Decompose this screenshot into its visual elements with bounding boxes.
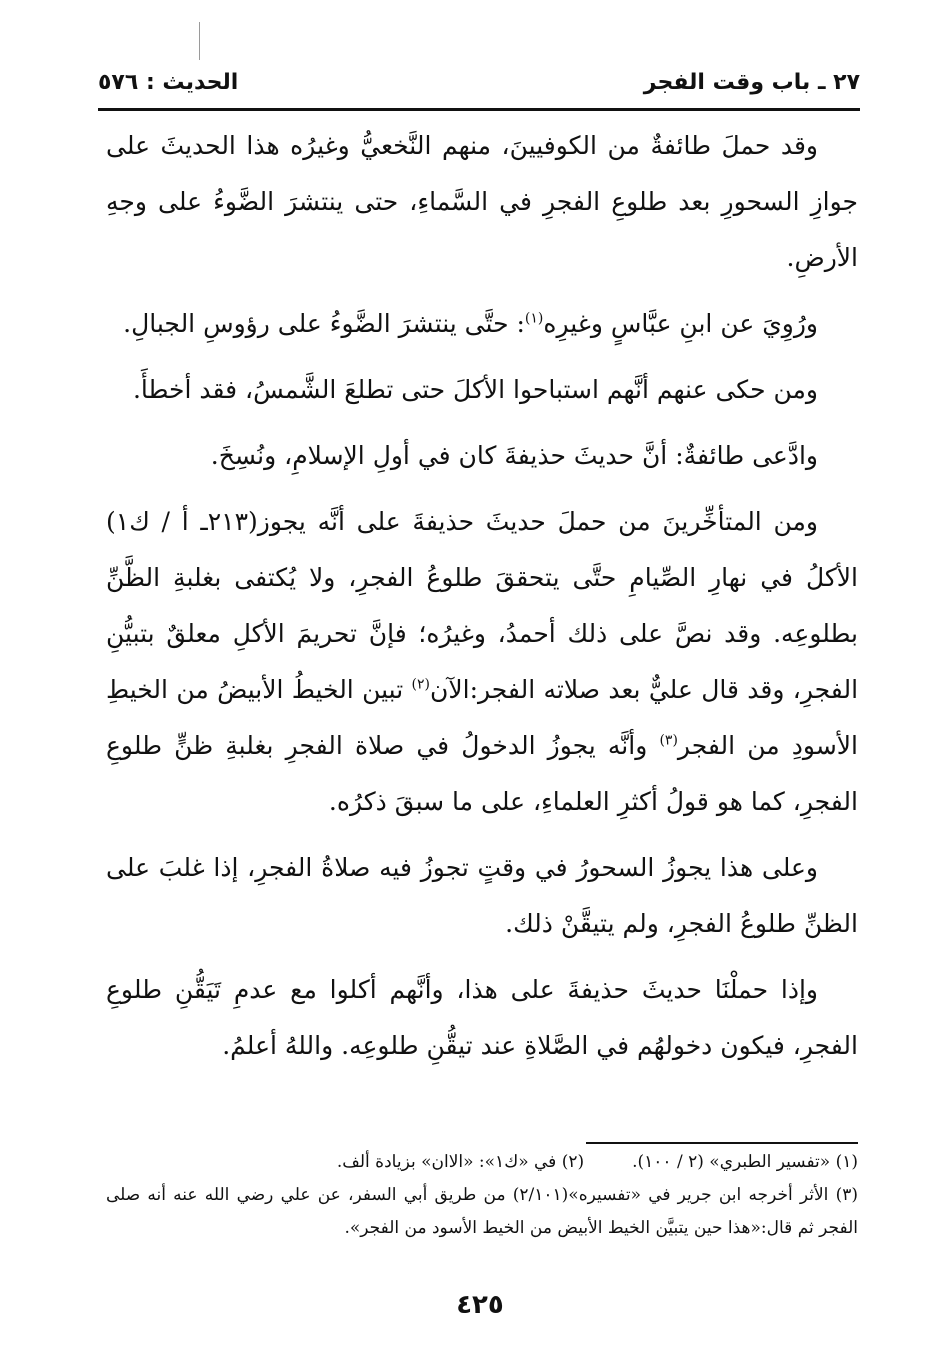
footnote-3: (٣) الأثر أخرجه ابن جرير في «تفسيره»(٢/١٠١) من طريق أبي السفر، عن علي رضي الله عنه أنه صلى الفجر ثم قال:«هذا حين يتبيَّن الخيط الأبيض من الخيط الأسود من الفجر».	[106, 1185, 858, 1238]
paragraph-2	[106, 296, 858, 352]
paragraph-3: ومن حكى عنهم أنَّهم استباحوا الأكلَ حتى تطلعَ الشَّمسُ، فقد أخطأَ.	[132, 375, 818, 404]
chapter-title: ٢٧ ـ باب وقت الفجر	[643, 70, 860, 95]
page-number: ٤٢٥	[456, 1290, 504, 1320]
scan-artifact-line	[199, 22, 200, 60]
paragraph-6: وعلى هذا يجوزُ السحورُ في وقتٍ تجوزُ فيه صلاةُ الفجرِ، إذا غلبَ على الظنِّ طلوعُ الفجرِ، ولم يتيقَّنْ ذلك.	[106, 853, 858, 938]
running-header	[98, 64, 860, 108]
paragraph-5-text-c: وأنَّه يجوزُ الدخولُ في صلاة الفجرِ بغلبةِ ظنٍّ طلوعِ الفجرِ، كما هو قولُ أكثرِ العلماءِ، على ما سبقَ ذكرُه.	[106, 731, 858, 816]
paragraph-2-text-b: : حتَّى ينتشرَ الضَّوءُ على رؤوسِ الجبالِ.	[123, 309, 525, 338]
main-text-body	[106, 118, 858, 1084]
footnote-ref-2: (٢)	[411, 676, 431, 693]
paragraph-5	[106, 494, 858, 830]
footnote-1: (١) «تفسير الطبري» (٢ / ١٠٠).	[632, 1152, 858, 1172]
footnote-2: (٢) في «ك١»: «الاان» بزيادة ألف.	[336, 1152, 585, 1172]
paragraph-5-text-a: ومن المتأخِّرينَ من حملَ حديثَ حذيفةَ على أنَّه يجوز(٢١٣ـ أ / ك١) الأكلُ في نهارِ الصِّيامِ حتَّى يتحققَ طلوعُ الفجرِ، ولا يُكتفى بغلبةِ الظَّنِّ بطلوعِه. وقد نصَّ على ذلك أحمدُ، وغيرُه؛ فإنَّ تحريمَ الأكلِ معلقٌ بتبيُّنِ الفجرِ، وقد قال عليٌّ بعد صلاته الفجر:الآن	[106, 507, 859, 704]
footnote-divider	[586, 1142, 858, 1144]
footnote-ref-3: (٣)	[659, 732, 678, 749]
paragraph-7: وإذا حملْنَا حديثَ حذيفةَ على هذا، وأنَّهم أكلوا مع عدمِ تَيَقُّنِ طلوعِ الفجرِ، فيكون دخولهُم في الصَّلاةِ عند تيقُّنِ طلوعِه. واللهُ أعلمُ.	[106, 975, 858, 1060]
footnote-row	[106, 1146, 858, 1179]
footnote-ref-1: (١)	[524, 310, 544, 327]
hadith-number: الحديث : ٥٧٦	[98, 70, 239, 95]
paragraph-5-text-b: تبين الخيطُ الأبيضُ من الخيطِ الأسودِ من الفجر	[106, 675, 858, 760]
footnotes	[106, 1146, 858, 1245]
paragraph-1: وقد حملَ طائفةٌ من الكوفيينَ، منهم النَّخعيُّ وغيرُه هذا الحديثَ على جوازِ السحورِ بعد طلوعِ الفجرِ في السَّماءِ، حتى ينتشرَ الضَّوءُ على وجهِ الأرضِ.	[106, 131, 858, 272]
paragraph-2-text-a: ورُوِيَ عن ابنِ عبَّاسٍ وغيرِه	[543, 309, 818, 338]
paragraph-4: وادَّعى طائفةٌ: أنَّ حديثَ حذيفةَ كان في أولِ الإسلامِ، ونُسِخَ.	[210, 441, 818, 470]
header-divider	[98, 108, 860, 111]
